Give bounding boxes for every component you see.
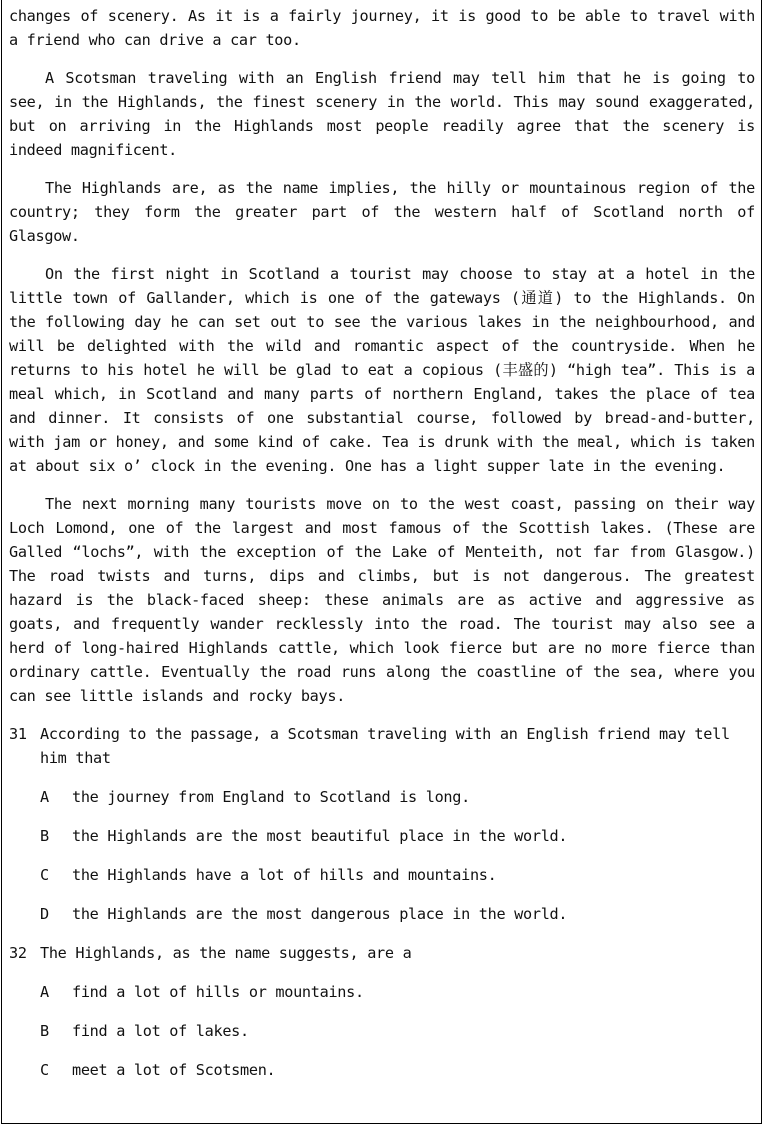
passage-paragraph-5: The next morning many tourists move on to the west coast, passing on their way Loch Lomond, one of the largest and most famous of the Scottish lakes. (These are Galled “lochs”, with the exception of the Lake of Menteith, not far from Glasgow.) The road twists and turns, dips and climbs, but is not dangerous. The greatest hazard is the black-faced sheep: these animals are as active and aggressive as goats, and frequently wander recklessly into the road. The tourist may also see a herd of long-haired Highlands cattle, which look fierce but are no more fierce than ordinary cattle. Eventually the road runs along the coastline of the sea, where you can see little islands and rocky bays.	[9, 495, 755, 705]
passage-paragraph-1: changes of scenery. As it is a fairly journey, it is good to be able to travel with a friend who can drive a car too.	[9, 7, 755, 49]
question-31	[9, 722, 755, 926]
question-32	[9, 941, 755, 1082]
option-text: the Highlands are the most beautiful place in the world.	[72, 827, 568, 845]
option-letter: A	[40, 788, 49, 806]
option-text: meet a lot of Scotsmen.	[72, 1061, 276, 1079]
question-number: 32	[9, 944, 27, 962]
option-text: find a lot of hills or mountains.	[72, 983, 364, 1001]
answer-option-b[interactable]	[9, 1019, 755, 1043]
passage-paragraph-2: A Scotsman traveling with an English friend may tell him that he is going to see, in the Highlands, the finest scenery in the world. This may sound exaggerated, but on arriving in the Highlands most people readily agree that the scenery is indeed magnificent.	[9, 69, 755, 159]
document-page	[1, 0, 762, 1124]
option-text: the Highlands are the most dangerous place in the world.	[72, 905, 568, 923]
answer-option-a[interactable]	[9, 785, 755, 809]
answer-option-c[interactable]	[9, 1058, 755, 1082]
question-stem	[9, 722, 755, 770]
option-letter: C	[40, 1061, 49, 1079]
answer-option-a[interactable]	[9, 980, 755, 1004]
option-text: find a lot of lakes.	[72, 1022, 249, 1040]
option-letter: B	[40, 1022, 49, 1040]
answer-option-c[interactable]	[9, 863, 755, 887]
answer-option-d[interactable]	[9, 902, 755, 926]
question-text: The Highlands, as the name suggests, are a	[40, 944, 412, 962]
option-letter: A	[40, 983, 49, 1001]
option-letter: C	[40, 866, 49, 884]
question-stem	[9, 941, 755, 965]
answer-option-b[interactable]	[9, 824, 755, 848]
passage-paragraph-4: On the first night in Scotland a tourist may choose to stay at a hotel in the little town of Gallander, which is one of the gateways (通道) to the Highlands. On the following day he can set out to see the various lakes in the neighbourhood, and will be delighted with the wild and romantic aspect of the countryside. When he returns to his hotel he will be glad to eat a copious (丰盛的) “high tea”. This is a meal which, in Scotland and many parts of northern England, takes the place of tea and dinner. It consists of one substantial course, followed by bread-and-butter, with jam or honey, and some kind of cake. Tea is drunk with the meal, which is taken at about six o’ clock in the evening. One has a light supper late in the evening.	[9, 265, 755, 475]
option-text: the journey from England to Scotland is long.	[72, 788, 470, 806]
option-letter: D	[40, 905, 49, 923]
option-text: the Highlands have a lot of hills and mountains.	[72, 866, 497, 884]
question-text: According to the passage, a Scotsman traveling with an English friend may tell him that	[40, 725, 730, 767]
option-letter: B	[40, 827, 49, 845]
passage-paragraph-3: The Highlands are, as the name implies, the hilly or mountainous region of the country; they form the greater part of the western half of Scotland north of Glasgow.	[9, 179, 755, 245]
question-number: 31	[9, 725, 27, 743]
